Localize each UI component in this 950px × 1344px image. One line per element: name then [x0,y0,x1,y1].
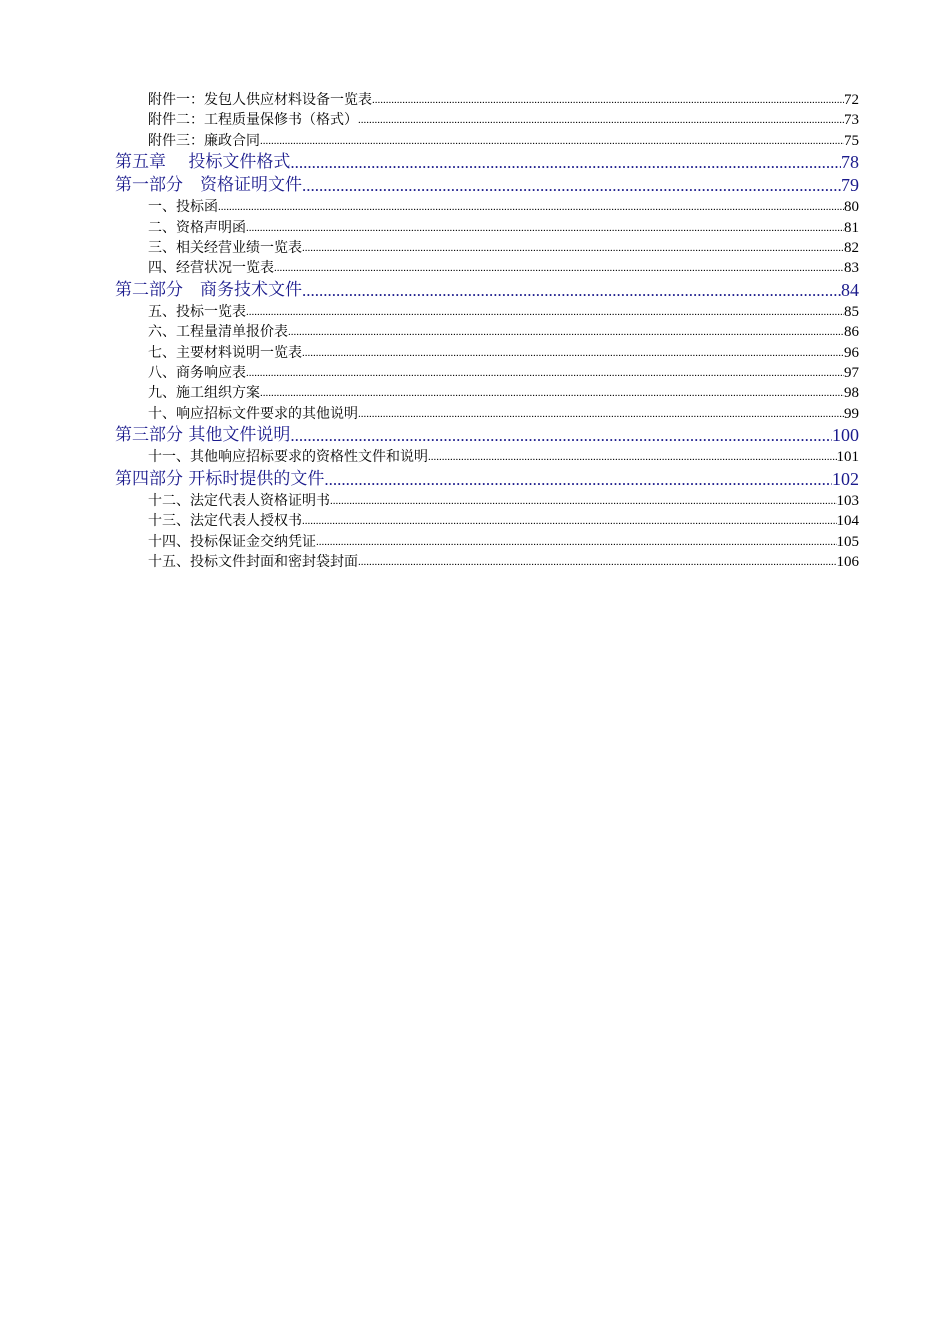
toc-heading-label: 第四部分 开标时提供的文件 [115,468,325,489]
toc-heading-label: 第三部分 其他文件说明 [115,425,291,446]
toc-entry-label: 二、资格声明函 [148,219,246,236]
toc-dot-leader [274,258,844,278]
toc-entry-operating-status[interactable] [115,258,859,278]
toc-dot-leader [330,491,837,511]
toc-dot-leader [302,174,841,197]
toc-entry-page: 98 [844,385,859,402]
toc-dot-leader [324,468,832,491]
toc-heading-part-2[interactable] [115,279,859,302]
toc-dot-leader [302,279,841,302]
toc-heading-page: 102 [832,468,859,489]
toc-dot-leader [246,302,844,322]
toc-entry-commercial-response[interactable] [115,363,859,383]
toc-entry-label: 八、商务响应表 [148,365,246,382]
toc-entry-label: 一、投标函 [148,199,218,216]
toc-dot-leader [358,110,844,130]
toc-dot-leader [290,424,832,447]
toc-entry-page: 72 [844,92,859,108]
toc-entry-label: 十、响应招标文件要求的其他说明 [148,405,358,422]
toc-entry-label: 十二、法定代表人资格证明书 [148,492,330,509]
toc-entry-page: 85 [844,303,859,320]
toc-entry-page: 96 [844,344,859,361]
toc-entry-bill-of-quantities[interactable] [115,322,859,342]
toc-entry-page: 97 [844,365,859,382]
toc-dot-leader [246,218,844,238]
toc-entry-legal-rep-certificate[interactable] [115,491,859,511]
toc-entry-page: 101 [836,449,859,466]
toc-entry-label: 十五、投标文件封面和密封袋封面 [148,553,358,570]
toc-heading-part-3[interactable] [115,424,859,447]
toc-heading-chapter-5[interactable] [115,151,859,174]
toc-entry-bid-letter[interactable] [115,197,859,217]
toc-entry-label: 五、投标一览表 [148,303,246,320]
toc-dot-leader [290,151,841,174]
toc-entry-label: 九、施工组织方案 [148,385,260,402]
toc-entry-label: 十四、投标保证金交纳凭证 [148,533,316,550]
toc-entry-page: 103 [836,492,859,509]
toc-dot-leader [302,511,837,531]
toc-entry-other-qualification-docs[interactable] [115,447,859,467]
toc-dot-leader [246,363,844,383]
toc-heading-part-1[interactable] [115,174,859,197]
toc-entry-label: 三、相关经营业绩一览表 [148,240,302,257]
toc-entry-other-notes[interactable] [115,404,859,424]
toc-entry-performance-list[interactable] [115,238,859,258]
toc-entry-qualification-statement[interactable] [115,218,859,238]
toc-entry-page: 80 [844,199,859,216]
toc-heading-label: 第五章 投标文件格式 [115,152,291,173]
toc-dot-leader [358,552,837,572]
toc-entry-label: 四、经营状况一览表 [148,260,274,277]
toc-heading-page: 78 [841,152,859,173]
toc-heading-part-4[interactable] [115,468,859,491]
toc-entry-page: 73 [844,112,859,129]
toc-entry-page: 104 [836,513,859,530]
toc-entry-attachment-1[interactable] [115,90,859,110]
toc-dot-leader [358,404,844,424]
toc-entry-label: 附件一：发包人供应材料设备一览表 [148,92,372,108]
toc-heading-page: 84 [841,279,859,300]
toc-dot-leader [288,322,844,342]
toc-entry-label: 七、主要材料说明一览表 [148,344,302,361]
toc-entry-materials-list[interactable] [115,343,859,363]
toc-dot-leader [428,447,837,467]
toc-entry-page: 86 [844,324,859,341]
toc-entry-page: 99 [844,405,859,422]
toc-dot-leader [260,131,844,151]
toc-entry-page: 81 [844,219,859,236]
toc-entry-bid-summary[interactable] [115,302,859,322]
toc-dot-leader [372,90,844,110]
toc-entry-label: 六、工程量清单报价表 [148,324,288,341]
toc-entry-attachment-2[interactable] [115,110,859,130]
toc-entry-label: 十三、法定代表人授权书 [148,513,302,530]
toc-dot-leader [316,532,837,552]
toc-dot-leader [302,343,844,363]
toc-entry-label: 附件三：廉政合同 [148,132,260,149]
toc-heading-page: 79 [841,175,859,196]
toc-entry-attachment-3[interactable] [115,131,859,151]
toc-entry-page: 105 [836,533,859,550]
table-of-contents [115,90,859,572]
toc-entry-page: 106 [836,553,859,570]
toc-entry-label: 附件二：工程质量保修书（格式） [148,112,358,129]
toc-heading-page: 100 [832,425,859,446]
toc-dot-leader [302,238,844,258]
toc-entry-label: 十一、其他响应招标要求的资格性文件和说明 [148,449,428,466]
toc-heading-label: 第一部分 资格证明文件 [115,175,302,196]
toc-dot-leader [218,197,844,217]
toc-entry-bid-bond-receipt[interactable] [115,532,859,552]
toc-entry-page: 83 [844,260,859,277]
toc-entry-page: 75 [844,132,859,149]
toc-heading-label: 第二部分 商务技术文件 [115,279,302,300]
toc-entry-legal-rep-authorization[interactable] [115,511,859,531]
toc-dot-leader [260,383,844,403]
toc-entry-page: 82 [844,240,859,257]
toc-entry-construction-plan[interactable] [115,383,859,403]
toc-entry-cover-and-envelope[interactable] [115,552,859,572]
